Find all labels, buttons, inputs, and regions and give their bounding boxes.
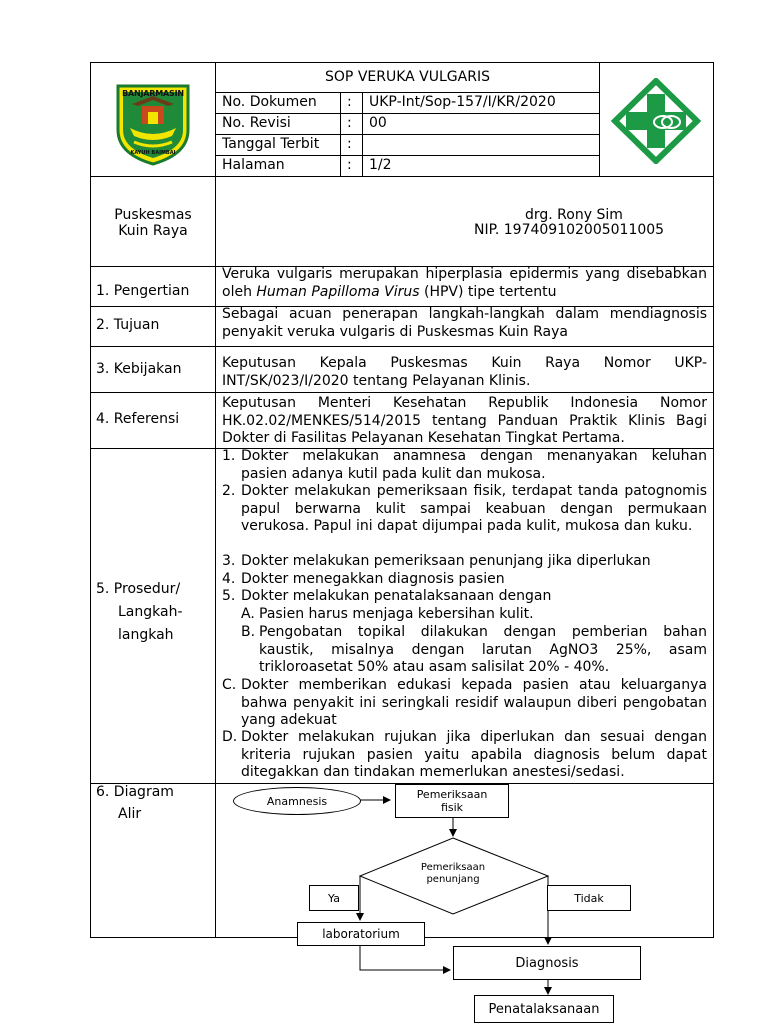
- step-number: 3.: [222, 553, 236, 569]
- step-text: Dokter melakukan pemeriksaan fisik, terdapat tanda patognomis papul berwarna kulit sampai keabuan dengan permukaan verukosa. Papul ini dapat dijumpai pada kulit, mukosa dan kuku.: [241, 483, 707, 534]
- meta-label: No. Revisi: [222, 115, 291, 131]
- pengertian-text-italic: Human Papilloma Virus: [256, 283, 420, 300]
- section-label: 1. Pengertian: [96, 283, 190, 299]
- flow-node-diagnosis: Diagnosis: [453, 946, 641, 980]
- section-label: Langkah-: [118, 604, 183, 620]
- section-label: Alir: [118, 806, 142, 822]
- section-label: 4. Referensi: [96, 411, 180, 427]
- tujuan-text: Sebagai acuan penerapan langkah-langkah dalam mendiagnosis penyakit veruka vulgaris di Puskesmas Kuin Raya: [222, 306, 707, 340]
- flow-label-ya: Ya: [309, 885, 359, 911]
- substep-text: Pasien harus menjaga kebersihan kulit.: [259, 606, 534, 622]
- meta-sep: :: [347, 136, 352, 152]
- flow-node-text: Pemeriksaan: [420, 862, 486, 873]
- meta-sep: :: [347, 115, 352, 131]
- section-label: 3. Kebijakan: [96, 361, 182, 377]
- page-title: SOP VERUKA VULGARIS: [325, 69, 490, 85]
- step-number: 4.: [222, 571, 236, 587]
- meta-label: Halaman: [222, 157, 285, 173]
- section-label: 5. Prosedur/: [96, 581, 181, 597]
- section-label: 2. Tujuan: [96, 317, 160, 333]
- flow-node-text: Pemeriksaan: [416, 788, 488, 801]
- logo-left-motto: KAYUH BAIMBAI: [130, 150, 176, 156]
- meta-label: Tanggal Terbit: [222, 136, 320, 152]
- org-name: Kuin Raya: [118, 223, 188, 239]
- section-label: 6. Diagram: [96, 784, 174, 800]
- flow-node-laboratorium: laboratorium: [297, 922, 425, 946]
- step-number: D.: [222, 729, 238, 745]
- signer-nip: NIP. 197409102005011005: [474, 222, 665, 238]
- step-number: 5.: [222, 588, 236, 604]
- step-text: Dokter melakukan anamnesa dengan menanyakan keluhan pasien adanya kutil pada kulit dan mukosa.: [241, 448, 707, 482]
- step-text: Dokter melakukan rujukan jika diperlukan dan sesuai dengan kriteria rujukan pasien yaitu apabila diagnosis belum dapat ditegakkan dan tindakan memerlukan anestesi/sedasi.: [241, 729, 707, 780]
- meta-sep: :: [347, 157, 352, 173]
- flow-node-text: penunjang: [426, 874, 480, 885]
- flow-node-anamnesis: Anamnesis: [233, 787, 361, 815]
- kebijakan-text: Keputusan Kepala Puskesmas Kuin Raya Nomor UKP-INT/SK/023/I/2020 tentang Pelayanan Klinis.: [222, 355, 707, 389]
- meta-label: No. Dokumen: [222, 94, 317, 110]
- referensi-text: Keputusan Menteri Kesehatan Republik Indonesia Nomor HK.02.02/MENKES/514/2015 tentang Panduan Praktik Klinis Bagi Dokter di Fasilitas Pelayanan Kesehatan Tingkat Pertama.: [222, 395, 707, 446]
- org-name: Puskesmas: [114, 207, 192, 223]
- step-number: C.: [222, 677, 237, 693]
- step-number: 2.: [222, 483, 236, 499]
- substep-text: Pengobatan topikal dilakukan dengan pemberian bahan kaustik, misalnya dengan larutan AgNO3 25%, asam trikloroasetat 50% atau asam salisilat 20% - 40%.: [259, 624, 707, 675]
- flow-label-tidak: Tidak: [547, 885, 631, 911]
- step-number: 1.: [222, 448, 236, 464]
- step-text: Dokter menegakkan diagnosis pasien: [241, 571, 505, 587]
- meta-value: 00: [369, 115, 387, 131]
- section-label: langkah: [118, 627, 174, 643]
- pengertian-text-a: Veruka vulgaris merupakan hiperplasia epidermis yang disebabkan oleh: [222, 266, 707, 300]
- meta-sep: :: [347, 94, 352, 110]
- step-text: Dokter memberikan edukasi kepada pasien atau keluarganya bahwa penyakit ini seringkali residif walaupun diberi pengobatan yang adekuat: [241, 677, 707, 728]
- flow-node-pemeriksaan-fisik: [395, 784, 509, 818]
- meta-value: UKP-Int/Sop-157/I/KR/2020: [369, 94, 556, 110]
- step-text: Dokter melakukan pemeriksaan penunjang jika diperlukan: [241, 553, 651, 569]
- step-text: Dokter melakukan penatalaksanaan dengan: [241, 588, 552, 604]
- flow-node-pemeriksaan-penunjang: [400, 862, 506, 886]
- substep-number: A.: [241, 606, 255, 622]
- flow-node-text: fisik: [440, 801, 464, 814]
- substep-number: B.: [241, 624, 256, 640]
- flow-node-penatalaksanaan: Penatalaksanaan: [474, 995, 614, 1023]
- pengertian-text-b: (HPV) tipe tertentu: [419, 283, 557, 300]
- signer-name: drg. Rony Sim: [525, 207, 623, 223]
- logo-left-text: BANJARMASIN: [122, 89, 184, 98]
- meta-value: 1/2: [369, 157, 392, 173]
